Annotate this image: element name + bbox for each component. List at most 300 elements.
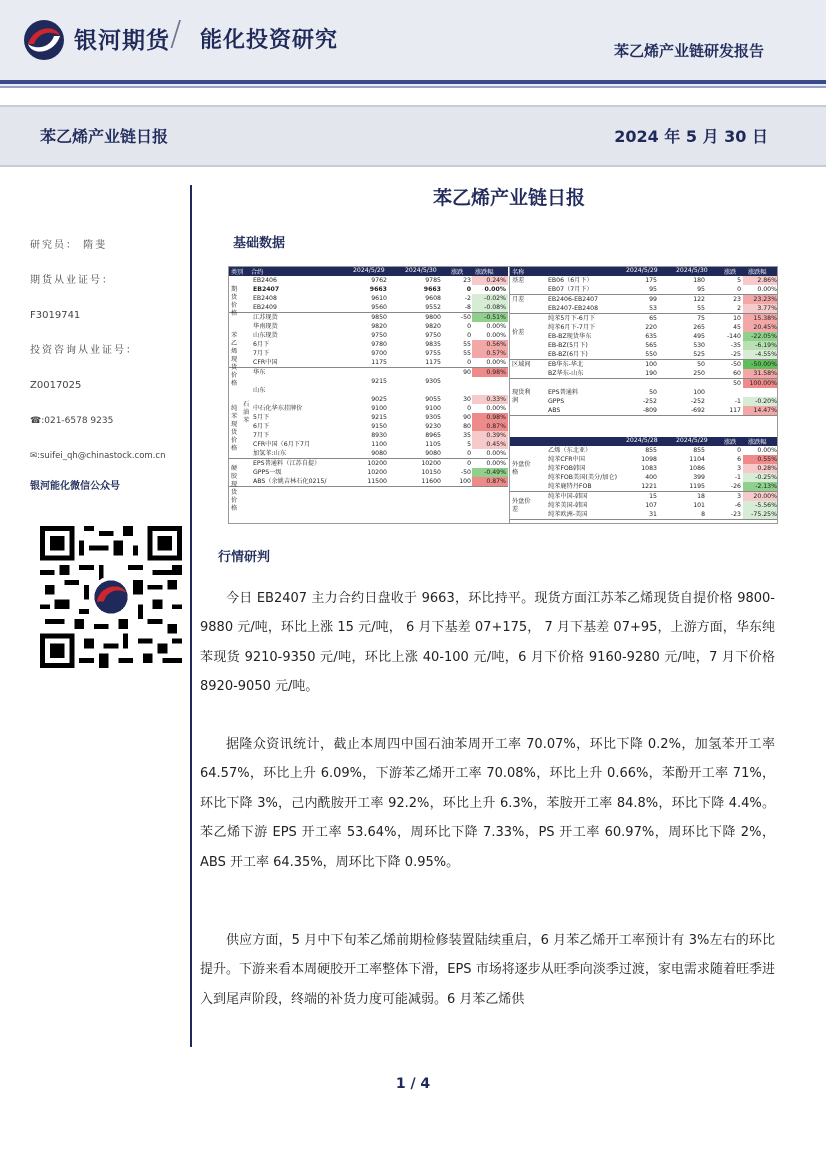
row-change: -50: [730, 361, 741, 368]
row-pct: 0.56%: [486, 341, 506, 348]
table-row: [229, 468, 508, 477]
row-pct: 15.38%: [753, 315, 777, 322]
table-row: [229, 431, 508, 440]
row-value-curr: 100: [693, 389, 705, 396]
row-value-prev: 107: [645, 502, 657, 509]
group-label: 月差: [512, 296, 525, 303]
group-label: 基差: [512, 277, 525, 284]
researcher: 研究员： 隋斐: [30, 240, 108, 251]
row-value-prev: 220: [645, 324, 657, 331]
row-change: 10: [733, 315, 741, 322]
row-value-prev: 9215: [371, 378, 387, 385]
row-value-curr: 10150: [421, 469, 441, 476]
row-value-prev: -809: [642, 407, 657, 414]
row-pct: 0.00%: [486, 405, 506, 412]
table-group: [510, 295, 778, 314]
row-change: -25: [730, 351, 741, 358]
table-right-header-2: [510, 437, 778, 446]
row-value-curr: 8965: [425, 432, 441, 439]
row-value-prev: 855: [645, 447, 657, 454]
row-value-curr: 265: [693, 324, 705, 331]
row-value-curr: 9055: [425, 396, 441, 403]
row-name: GPPS: [548, 398, 565, 405]
row-name: 7月下: [253, 432, 270, 439]
col-date2: 2024/5/30: [676, 267, 708, 274]
row-name: 纯苯6月下-7月下: [548, 324, 596, 331]
table-row: [229, 313, 508, 322]
row-name: 华南现货: [253, 323, 278, 330]
futures-cert-label: 期货从业证号：: [30, 275, 114, 286]
row-value-prev: 15: [649, 493, 657, 500]
group-label: 区域间: [512, 361, 531, 368]
row-value-prev: 95: [649, 286, 657, 293]
row-name: 华东: [253, 369, 266, 376]
row-name: 纯苯美国-韩国: [548, 502, 588, 509]
table-row: [229, 285, 508, 294]
row-name: BZ华东-山东: [548, 370, 584, 377]
invest-cert-label: 投资咨询从业证号：: [30, 345, 138, 356]
row-pct: -5.56%: [755, 502, 777, 509]
row-pct: 100.00%: [749, 380, 777, 387]
phone: ☎:021-6578 9235: [30, 416, 114, 426]
row-name: 纯苯FOB美国(美分/加仑): [548, 474, 618, 481]
row-value-curr: 9800: [425, 314, 441, 321]
row-change: -50: [460, 469, 471, 476]
table-row: [510, 446, 778, 455]
row-pct: 0.24%: [486, 277, 506, 284]
row-change: 55: [463, 341, 471, 348]
row-change: 0: [467, 332, 471, 339]
row-value-prev: 11500: [367, 478, 387, 485]
row-change: -1: [734, 398, 741, 405]
row-pct: 23.23%: [753, 296, 777, 303]
row-pct: -0.08%: [484, 304, 506, 311]
row-value-prev: 9762: [371, 277, 387, 284]
row-value-prev: 550: [645, 351, 657, 358]
section-market-research: 行情研判: [218, 550, 271, 565]
row-value-prev: 1083: [641, 465, 657, 472]
table-row: [510, 501, 778, 510]
row-value-curr: 75: [697, 315, 705, 322]
row-value-prev: 100: [645, 361, 657, 368]
row-value-curr: 18: [697, 493, 705, 500]
row-value-curr: 55: [697, 305, 705, 312]
row-name: CFR中国（6月下7月: [253, 441, 311, 448]
row-pct: 0.57%: [486, 350, 506, 357]
row-change: 0: [467, 460, 471, 467]
paragraph: 据隆众资讯统计，截止本周四中国石油苯周开工率 70.07%，环比下降 0.2%，加氢苯开工率 64.57%，环比上升 6.09%，下游苯乙烯开工率 70.08%，环比上升 0.66%，苯酚开工率 71%，环比下降 3%，己内酰胺开工率 92.2%，环比上升 6.3%，苯胺开工率 84.8%，环比下降 4.4%。苯乙烯下游 EPS 开工率 53.64%，周环比下降 7.33%，PS 开工率 60.97%，周环比下降 2%，ABS 开工率 64.35%，周环比下降 0.95%。: [200, 737, 775, 870]
table-row: [510, 360, 778, 369]
table-row: [510, 323, 778, 332]
row-value-prev: 9100: [371, 405, 387, 412]
row-pct: 3.77%: [757, 305, 777, 312]
row-value-prev: 9850: [371, 314, 387, 321]
row-change: 50: [733, 380, 741, 387]
row-value-prev: 9215: [371, 414, 387, 421]
table-row: [229, 413, 508, 422]
row-value-prev: 9150: [371, 423, 387, 430]
table-row: [510, 304, 778, 313]
col-date2: 2024/5/30: [405, 267, 437, 274]
group-label: 期货价格: [231, 286, 238, 317]
row-pct: 0.87%: [486, 478, 506, 485]
row-value-prev: 8930: [371, 432, 387, 439]
row-name: 纯苯中国-韩国: [548, 493, 588, 500]
row-change: 6: [737, 456, 741, 463]
row-value-curr: 101: [693, 502, 705, 509]
subheader-title: 苯乙烯产业链日报: [40, 127, 169, 146]
table-row: [229, 349, 508, 358]
row-name: 5月下: [253, 414, 270, 421]
col-category: 类别: [231, 269, 244, 276]
row-name: 纯苯CFR中国: [548, 456, 585, 463]
row-change: -2: [464, 295, 471, 302]
table-row: [510, 314, 778, 323]
row-value-prev: 400: [645, 474, 657, 481]
row-pct: 20.45%: [753, 324, 777, 331]
row-value-curr: 399: [693, 474, 705, 481]
row-value-curr: 122: [693, 296, 705, 303]
table-row: [229, 422, 508, 431]
table-row: [510, 295, 778, 304]
row-name: EB-BZ(6月下): [548, 351, 588, 358]
row-pct: 0.98%: [486, 369, 506, 376]
table-row: [510, 341, 778, 350]
paragraph: 供应方面，5 月中下旬苯乙烯前期检修装置陆续重启，6 月苯乙烯开工率预计有 3%左右的环比提升。下游来看本周硬胶开工率整体下滑，EPS 市场将逐步从旺季向淡季过渡，家电需求随着旺季进入到尾声阶段，终端的补货力度可能减弱。6 月苯乙烯供: [200, 933, 775, 1007]
group-sublabel: 石油苯: [243, 401, 250, 424]
row-name: 6月下: [253, 341, 270, 348]
row-value-prev: 10200: [367, 460, 387, 467]
row-name: EB2409: [253, 304, 277, 311]
row-value-curr: 9080: [425, 450, 441, 457]
table-group: [510, 314, 778, 360]
row-value-curr: 9750: [425, 332, 441, 339]
table-row: [229, 386, 508, 395]
group-label: 纯苯现货价格: [231, 405, 238, 452]
table-row: [510, 369, 778, 378]
futures-cert-value: F3019741: [30, 310, 81, 321]
row-name: EB2408: [253, 295, 277, 302]
table-row: [229, 276, 508, 285]
row-name: ABS（余姚吉林石化0215/: [253, 478, 327, 485]
row-name: EB06（6月下）: [548, 277, 593, 284]
sidebar-divider: [190, 185, 192, 1047]
row-change: -140: [726, 333, 741, 340]
row-value-curr: 525: [693, 351, 705, 358]
row-value-prev: 190: [645, 370, 657, 377]
row-pct: -0.49%: [484, 469, 506, 476]
row-value-curr: -692: [690, 407, 705, 414]
row-value-curr: 855: [693, 447, 705, 454]
row-value-curr: 9305: [425, 414, 441, 421]
row-change: -6: [734, 502, 741, 509]
galaxy-logo-icon: [22, 18, 66, 62]
row-change: 100: [459, 478, 471, 485]
row-name: EB华东-华北: [548, 361, 584, 368]
row-change: 90: [463, 414, 471, 421]
table-row: [510, 464, 778, 473]
group-label: 现货利润: [512, 389, 531, 404]
row-name: 中石化华东挂牌价: [253, 405, 303, 412]
col-change: 涨跌: [724, 439, 737, 446]
row-value-prev: 99: [649, 296, 657, 303]
row-value-curr: 9663: [423, 286, 441, 293]
header-stripe: [0, 80, 826, 84]
table-row: [510, 350, 778, 359]
row-value-prev: 10200: [367, 469, 387, 476]
table-row: [229, 368, 508, 377]
row-value-curr: 9305: [425, 378, 441, 385]
row-value-curr: 180: [693, 277, 705, 284]
table-row: [229, 340, 508, 349]
row-value-curr: 1195: [689, 483, 705, 490]
row-pct: 0.00%: [486, 323, 506, 330]
table-row: [510, 492, 778, 501]
row-value-curr: 8: [701, 511, 705, 518]
row-pct: 0.39%: [486, 432, 506, 439]
table-row: [510, 332, 778, 341]
col-name: 名称: [512, 269, 525, 276]
table-group: [510, 492, 778, 520]
row-name: EB-BZ(5月下): [548, 342, 588, 349]
col-pct: 涨跌幅: [475, 269, 494, 276]
page-number: 1 / 4: [395, 1076, 431, 1092]
row-name: 6月下: [253, 423, 270, 430]
row-name: 山东现货: [253, 332, 278, 339]
row-pct: 0.00%: [486, 460, 506, 467]
table-group: [510, 360, 778, 379]
row-name: 纯苯FOB韩国: [548, 465, 586, 472]
col-change: 涨跌: [451, 269, 464, 276]
table-row: [510, 285, 778, 294]
row-value-prev: 1100: [371, 441, 387, 448]
row-change: 117: [729, 407, 741, 414]
row-value-prev: 9610: [371, 295, 387, 302]
brand-name: 银河期货: [74, 28, 170, 54]
department-name: 能化投资研究: [200, 28, 339, 53]
table-row: [510, 276, 778, 285]
table-group: [510, 446, 778, 492]
row-pct: -75.25%: [751, 511, 777, 518]
paragraph: 今日 EB2407 主力合约日盘收于 9663，环比持平。现货方面江苏苯乙烯现货自提价格 9800-9880 元/吨，环比上涨 15 元/吨， 6 月下基差 07+175， 7 月下基差 07+95，上游方面，华东纯苯现货 9210-9350 元/吨，环比上涨 40-100 元/吨，6 月下价格 9160-9280 元/吨，7 月下价格 8920-9050 元/吨。: [200, 591, 775, 695]
row-pct: 14.47%: [753, 407, 777, 414]
col-date1: 2024/5/29: [626, 267, 658, 274]
row-value-prev: 65: [649, 315, 657, 322]
email-link[interactable]: ✉:suifei_qh@chinastock.com.cn: [30, 451, 166, 461]
row-value-curr: -252: [690, 398, 705, 405]
table-right-panel: [509, 267, 778, 524]
row-value-prev: 635: [645, 333, 657, 340]
row-name: EB2407-EB2408: [548, 305, 599, 312]
row-pct: 0.00%: [757, 447, 777, 454]
header-stripe-thin: [0, 86, 826, 88]
row-name: 7月下: [253, 350, 270, 357]
row-change: 3: [737, 493, 741, 500]
document-title: 苯乙烯产业链日报: [432, 187, 585, 209]
row-value-curr: 495: [693, 333, 705, 340]
row-value-curr: 9835: [425, 341, 441, 348]
row-change: 0: [737, 447, 741, 454]
sidebar: [30, 238, 180, 483]
table-right-header: [510, 267, 778, 276]
table-row: [510, 406, 778, 415]
row-pct: -2.13%: [755, 483, 777, 490]
table-row: [510, 388, 778, 397]
table-row: [229, 459, 508, 468]
row-value-curr: 1175: [425, 359, 441, 366]
col-change: 涨跌: [724, 269, 737, 276]
row-value-prev: 9560: [371, 304, 387, 311]
row-value-prev: 9025: [371, 396, 387, 403]
row-change: 0: [466, 286, 471, 293]
table-row: [229, 331, 508, 340]
table-row: [229, 477, 508, 486]
row-pct: -4.55%: [755, 351, 777, 358]
table-row: [229, 358, 508, 367]
col-date1: 2024/5/29: [353, 267, 385, 274]
row-value-prev: 1175: [371, 359, 387, 366]
row-change: 23: [463, 277, 471, 284]
group-label: 苯乙烯现货价格: [231, 332, 238, 387]
row-name: GPPS一级: [253, 469, 282, 476]
row-value-curr: 95: [697, 286, 705, 293]
row-value-curr: 1105: [425, 441, 441, 448]
row-change: -8: [464, 304, 471, 311]
row-pct: 31.58%: [753, 370, 777, 377]
row-pct: 0.28%: [757, 465, 777, 472]
table-row: [510, 473, 778, 482]
row-name: EB-BZ现货华东: [548, 333, 592, 340]
row-change: 0: [467, 323, 471, 330]
col-date2: 2024/5/29: [676, 437, 708, 444]
row-value-prev: -252: [642, 398, 657, 405]
row-name: ABS: [548, 407, 561, 414]
table-group: [229, 276, 508, 317]
header-divider: /: [170, 14, 182, 54]
row-change: -23: [730, 511, 741, 518]
row-pct: 0.33%: [486, 396, 506, 403]
row-value-curr: 1104: [689, 456, 705, 463]
row-change: 0: [467, 450, 471, 457]
row-value-curr: 11600: [421, 478, 441, 485]
row-value-prev: 565: [645, 342, 657, 349]
row-value-curr: 250: [693, 370, 705, 377]
row-change: 55: [463, 350, 471, 357]
invest-cert-value: Z0017025: [30, 380, 82, 391]
group-label: 价差: [512, 328, 525, 336]
row-change: 35: [463, 432, 471, 439]
row-name: EB2406-EB2407: [548, 296, 599, 303]
row-name: EB2407: [253, 286, 280, 293]
row-change: 23: [733, 296, 741, 303]
row-value-curr: 530: [693, 342, 705, 349]
row-pct: -0.25%: [755, 474, 777, 481]
row-value-prev: 9780: [371, 341, 387, 348]
report-type: 苯乙烯产业链研发报告: [613, 42, 764, 60]
table-row: [229, 303, 508, 312]
row-value-curr: 9100: [425, 405, 441, 412]
row-value-prev: 9663: [369, 286, 387, 293]
row-change: 5: [467, 441, 471, 448]
col-contract: 合约: [251, 269, 264, 276]
row-value-prev: 1221: [641, 483, 657, 490]
row-pct: 0.00%: [486, 450, 506, 457]
col-pct: 涨跌幅: [748, 269, 767, 276]
row-pct: 0.00%: [757, 286, 777, 293]
table-group: [229, 368, 508, 459]
row-value-curr: 1086: [689, 465, 705, 472]
row-pct: 0.87%: [486, 423, 506, 430]
row-value-curr: 50: [697, 361, 705, 368]
table-row: [229, 322, 508, 331]
row-name: EPS普通料（江苏自提）: [253, 460, 321, 467]
row-pct: -0.20%: [755, 398, 777, 405]
table-group: [229, 459, 508, 512]
row-value-prev: 9080: [371, 450, 387, 457]
table-left-header: [229, 267, 508, 276]
row-change: 5: [737, 277, 741, 284]
row-value-curr: 9230: [425, 423, 441, 430]
row-value-prev: 175: [645, 277, 657, 284]
table-group: [510, 379, 778, 416]
row-value-prev: 9700: [371, 350, 387, 357]
row-name: EPS普通料: [548, 389, 579, 396]
col-date1: 2024/5/28: [626, 437, 658, 444]
wechat-label: 银河能化微信公众号: [30, 481, 120, 492]
table-group: [510, 276, 778, 295]
table-row: [510, 482, 778, 491]
row-change: 45: [733, 324, 741, 331]
table-row: [510, 397, 778, 406]
row-value-prev: 9820: [371, 323, 387, 330]
table-row: [229, 449, 508, 458]
row-value-prev: 53: [649, 305, 657, 312]
price-data-table: [228, 266, 778, 524]
row-name: 山东: [253, 387, 266, 394]
row-pct: -22.05%: [751, 333, 777, 340]
row-pct: 2.86%: [757, 277, 777, 284]
table-row: [229, 395, 508, 404]
row-pct: 0.45%: [486, 441, 506, 448]
section-basic-data: 基础数据: [233, 236, 286, 251]
row-change: -35: [730, 342, 741, 349]
row-value-prev: 9750: [371, 332, 387, 339]
row-pct: -0.51%: [484, 314, 506, 321]
row-change: 0: [467, 359, 471, 366]
row-value-curr: 9755: [425, 350, 441, 357]
table-row: [229, 404, 508, 413]
row-name: 纯苯5月下-6月下: [548, 315, 596, 322]
row-change: 0: [737, 286, 741, 293]
row-value-curr: 9820: [425, 323, 441, 330]
row-value-prev: 31: [649, 511, 657, 518]
row-change: -50: [460, 314, 471, 321]
row-pct: -6.19%: [755, 342, 777, 349]
row-pct: 20.00%: [753, 493, 777, 500]
row-value-prev: 50: [649, 389, 657, 396]
row-pct: -50.00%: [751, 361, 777, 368]
row-name: CFR中国: [253, 359, 278, 366]
row-name: EB07（7月下）: [548, 286, 593, 293]
table-row: [510, 510, 778, 519]
row-change: 2: [737, 305, 741, 312]
col-pct: 涨跌幅: [748, 439, 767, 446]
table-row: [510, 379, 778, 388]
row-pct: 0.00%: [484, 286, 506, 293]
row-value-curr: 9785: [425, 277, 441, 284]
row-value-curr: 9552: [425, 304, 441, 311]
row-change: 30: [463, 396, 471, 403]
